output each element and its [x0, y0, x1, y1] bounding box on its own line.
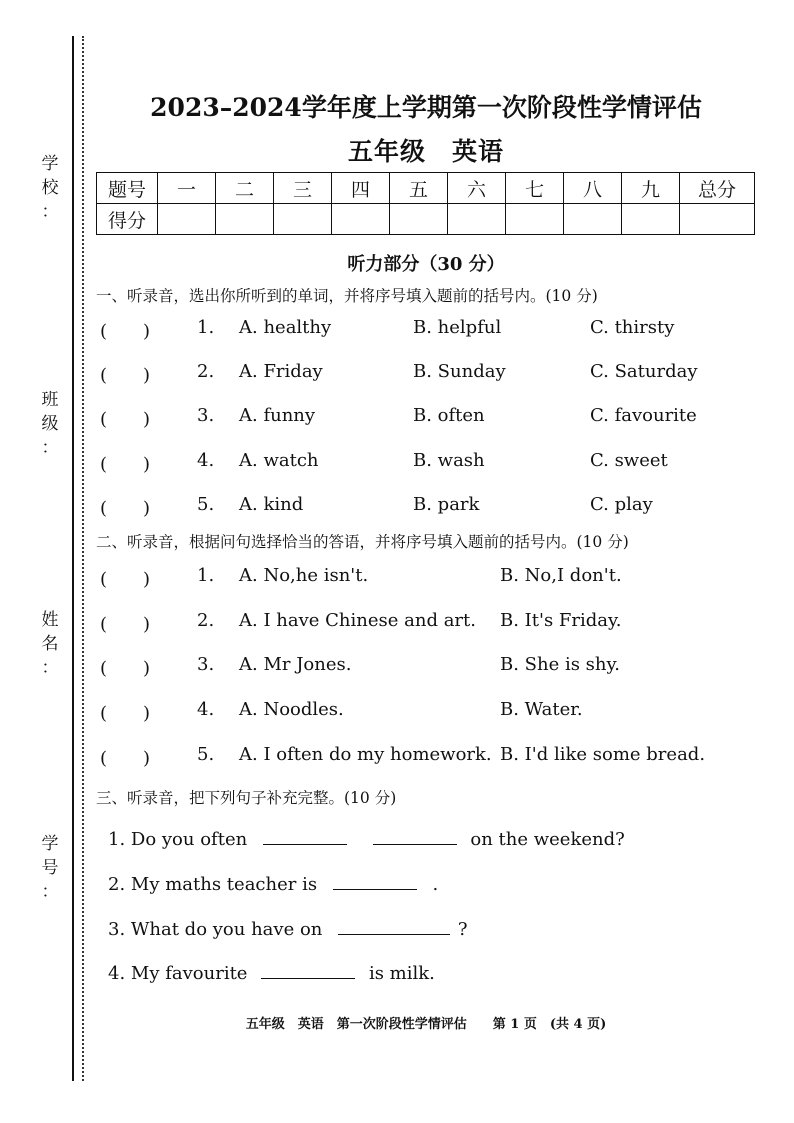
answer-blank[interactable] [373, 826, 457, 845]
score-table-score-row [97, 204, 755, 235]
option-c: C. sweet [590, 450, 668, 471]
answer-blank[interactable] [333, 871, 417, 890]
fill-sentence-4 [108, 960, 435, 984]
option-a: A. funny [239, 405, 316, 426]
option-b: B. She is shy. [500, 654, 621, 675]
option-a: A. I often do my homework. [239, 744, 492, 765]
answer-bracket[interactable]: ( ) [100, 658, 151, 679]
option-b: B. It's Friday. [500, 610, 622, 631]
answer-bracket[interactable]: ( ) [100, 614, 151, 635]
fill-sentence-3 [108, 916, 468, 940]
score-cell[interactable] [332, 204, 390, 235]
score-cell[interactable] [680, 204, 755, 235]
option-b: B. wash [413, 450, 485, 471]
score-cell[interactable] [506, 204, 564, 235]
binding-dashed-line [82, 36, 84, 1081]
part2-question [100, 610, 760, 636]
option-a: A. kind [239, 494, 304, 515]
table-header-cell: 六 [448, 173, 506, 204]
option-c: C. Saturday [590, 361, 698, 382]
option-b: B. I'd like some bread. [500, 744, 706, 765]
page-footer: 五年级 英语 第一次阶段性学情评估 第 1 页 (共 4 页) [245, 1017, 607, 1032]
option-a: A. I have Chinese and art. [239, 610, 476, 631]
part1-question [100, 317, 760, 343]
question-number: 1. [197, 317, 215, 338]
answer-bracket[interactable]: ( ) [100, 748, 151, 769]
option-b: B. No,I don't. [500, 565, 622, 586]
option-c: C. favourite [590, 405, 697, 426]
name-label: 姓 名 ： [41, 610, 59, 678]
score-row-label: 得分 [97, 204, 158, 235]
table-header-cell: 总分 [680, 173, 755, 204]
school-label: 学 校 ： [41, 154, 59, 222]
question-number: 2. [197, 361, 215, 382]
sentence-text: 1. Do you often [108, 829, 248, 850]
sentence-text: ? [457, 919, 468, 940]
part2-question [100, 699, 760, 725]
listening-section-heading: 听力部分（30 分） [347, 254, 505, 275]
sentence-text: on the weekend? [470, 829, 625, 850]
answer-bracket[interactable]: ( ) [100, 365, 151, 386]
answer-blank[interactable] [263, 826, 347, 845]
table-header-cell: 八 [564, 173, 622, 204]
table-header-cell: 二 [216, 173, 274, 204]
option-b: B. helpful [413, 317, 502, 338]
class-label: 班 级 ： [41, 390, 59, 458]
option-b: B. park [413, 494, 480, 515]
question-number: 5. [197, 494, 215, 515]
option-c: C. thirsty [590, 317, 675, 338]
part2-heading: 二、听录音，根据问句选择恰当的答语，并将序号填入题前的括号内。(10 分) [96, 533, 629, 551]
fill-sentence-1 [108, 826, 625, 850]
part2-question [100, 565, 760, 591]
binding-line [72, 36, 74, 1081]
option-c: C. play [590, 494, 653, 515]
option-b: B. Sunday [413, 361, 506, 382]
part1-heading: 一、听录音，选出你所听到的单词，并将序号填入题前的括号内。(10 分) [96, 287, 598, 305]
option-a: A. Mr Jones. [239, 654, 352, 675]
sentence-text: 4. My favourite [108, 963, 248, 984]
sentence-text: is milk. [368, 963, 435, 984]
part1-question [100, 361, 760, 387]
table-header-cell: 五 [390, 173, 448, 204]
score-table [96, 172, 755, 235]
table-header-cell: 一 [158, 173, 216, 204]
score-cell[interactable] [390, 204, 448, 235]
table-header-cell: 题号 [97, 173, 158, 204]
score-cell[interactable] [564, 204, 622, 235]
score-cell[interactable] [622, 204, 680, 235]
option-a: A. watch [239, 450, 319, 471]
answer-bracket[interactable]: ( ) [100, 498, 151, 519]
score-cell[interactable] [158, 204, 216, 235]
option-a: A. No,he isn't. [239, 565, 369, 586]
score-cell[interactable] [448, 204, 506, 235]
part2-question [100, 654, 760, 680]
question-number: 5. [197, 744, 215, 765]
sentence-text: . [432, 874, 439, 895]
question-number: 1. [197, 565, 215, 586]
part1-question [100, 405, 760, 431]
question-number: 3. [197, 405, 215, 426]
part3-heading: 三、听录音，把下列句子补充完整。(10 分) [96, 789, 397, 807]
part1-question [100, 450, 760, 476]
option-b: B. often [413, 405, 485, 426]
option-a: A. Noodles. [239, 699, 344, 720]
answer-bracket[interactable]: ( ) [100, 321, 151, 342]
table-header-cell: 九 [622, 173, 680, 204]
table-header-cell: 四 [332, 173, 390, 204]
question-number: 2. [197, 610, 215, 631]
exam-title: 2023–2024学年度上学期第一次阶段性学情评估 [150, 93, 702, 122]
answer-blank[interactable] [261, 960, 355, 979]
answer-blank[interactable] [338, 916, 450, 935]
table-header-cell: 三 [274, 173, 332, 204]
option-b: B. Water. [500, 699, 583, 720]
option-a: A. Friday [239, 361, 323, 382]
part1-question [100, 494, 760, 520]
exam-subtitle: 五年级 英语 [347, 137, 504, 166]
part2-question [100, 744, 760, 770]
answer-bracket[interactable]: ( ) [100, 703, 151, 724]
question-number: 3. [197, 654, 215, 675]
score-cell[interactable] [216, 204, 274, 235]
sentence-text: 3. What do you have on [108, 919, 323, 940]
answer-bracket[interactable]: ( ) [100, 569, 151, 590]
question-number: 4. [197, 699, 215, 720]
answer-bracket[interactable]: ( ) [100, 454, 151, 475]
question-number: 4. [197, 450, 215, 471]
score-table-header-row [97, 173, 755, 204]
answer-bracket[interactable]: ( ) [100, 409, 151, 430]
student-number-label: 学 号 ： [41, 834, 59, 902]
table-header-cell: 七 [506, 173, 564, 204]
fill-sentence-2 [108, 871, 438, 895]
score-cell[interactable] [274, 204, 332, 235]
sentence-text: 2. My maths teacher is [108, 874, 318, 895]
option-a: A. healthy [239, 317, 332, 338]
